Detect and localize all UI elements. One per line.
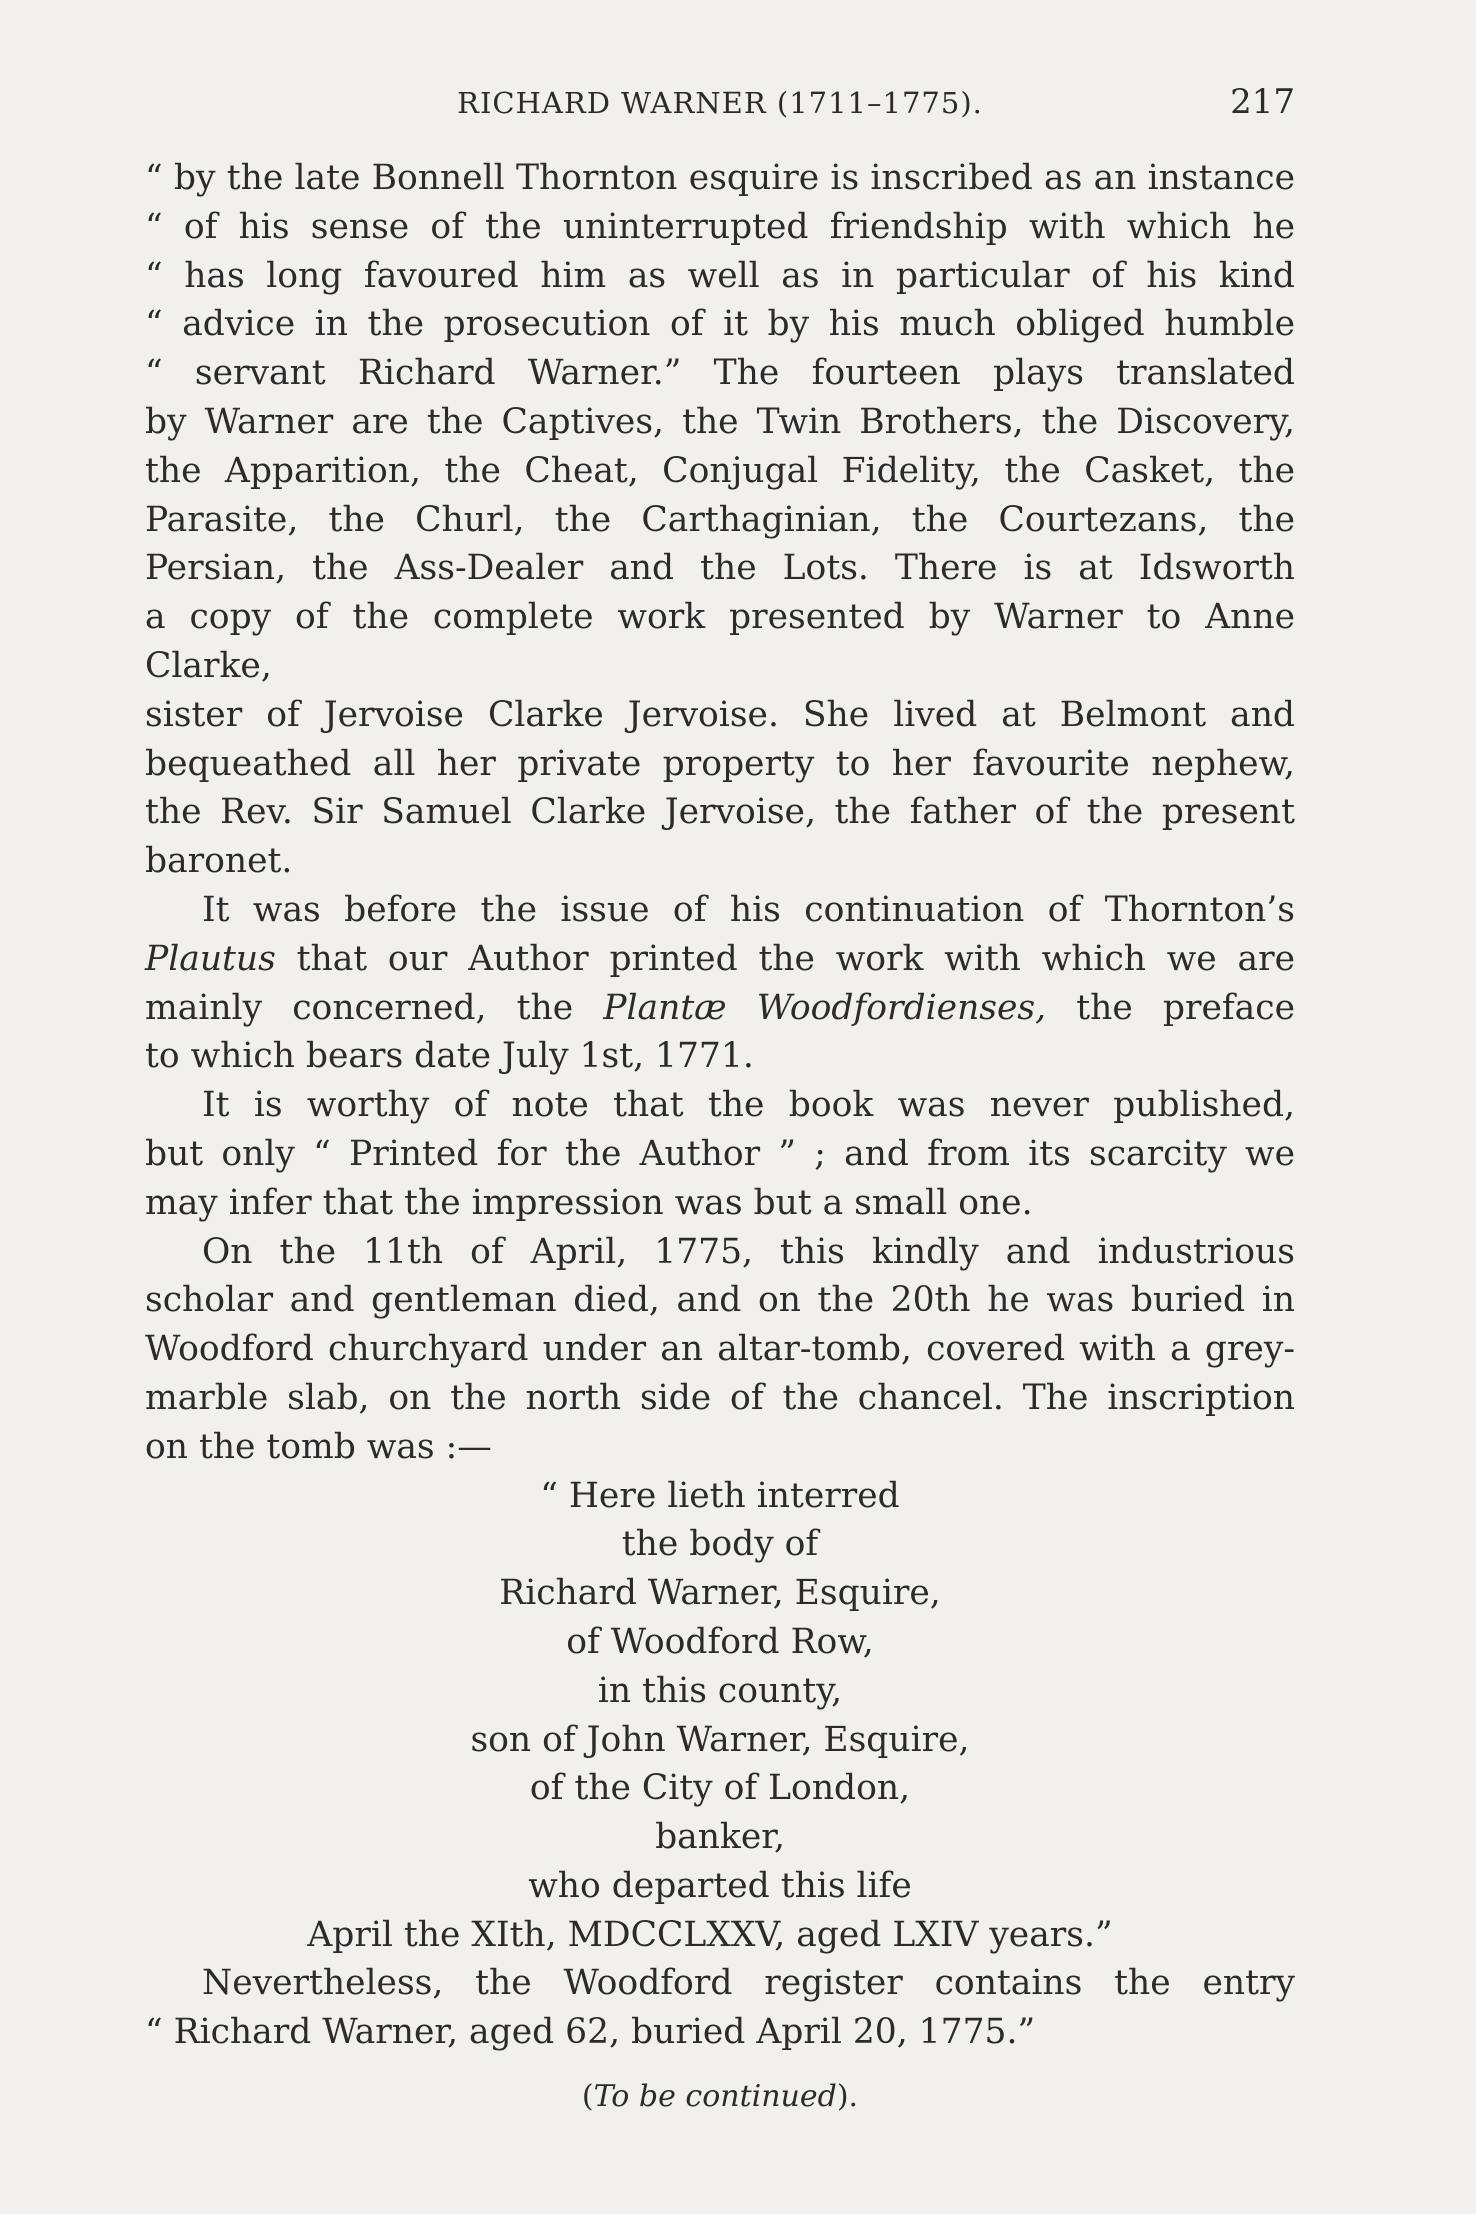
text-line: but only “ Printed for the Author ” ; and from its scarcity we [145,1133,1295,1174]
text-line: may infer that the impression was but a small one. [145,1182,1033,1223]
italic-title-plantae: Plantæ Woodfordienses, [603,987,1047,1028]
paren-close: ). [836,2079,859,2115]
text-line [145,935,1295,984]
text-line [145,984,1295,1033]
text-line: a copy of the complete work presented by Warner to Anne Clarke, [145,597,1295,686]
italic-title-plautus: Plautus [145,938,276,979]
text-line: “ has long favoured him as well as in particular of his kind [145,255,1295,296]
inscription-line: banker, [655,1817,785,1858]
text-line: to which bears date July 1st, 1771. [145,1036,754,1077]
inscription-line: Richard Warner, Esquire, [499,1573,941,1614]
text-line: on the tomb was :— [145,1426,492,1467]
paragraph-register [145,1959,1295,2057]
paragraph-death [145,1228,1295,1472]
inscription-line: son of John Warner, Esquire, [470,1719,970,1760]
text-line: Woodford churchyard under an altar-tomb, covered with a grey- [145,1329,1295,1370]
book-page [145,72,1295,2114]
inscription-line: “ Here lieth interred [540,1475,900,1516]
text-line: scholar and gentleman died, and on the 20th he was buried in [145,1280,1295,1321]
text-line: It is worthy of note that the book was never published, [202,1085,1295,1126]
text-line: baronet. [145,841,293,882]
paragraph-plantae [145,886,1295,1081]
paren-open: ( [581,2079,594,2115]
text-line: It was before the issue of his continuation of Thornton’s [202,889,1295,930]
text-line: “ servant Richard Warner.” The fourteen plays translated [145,353,1295,394]
text-run: mainly concerned, the [145,987,604,1028]
continued-text: To be continued [593,2079,837,2115]
text-run: the preface [1046,987,1295,1028]
text-line: On the 11th of April, 1775, this kindly and industrious [202,1231,1295,1272]
text-line: “ advice in the prosecution of it by his much obliged humble [145,304,1295,345]
text-line: “ of his sense of the uninterrupted friendship with which he [145,206,1295,247]
paragraph-published [145,1081,1295,1227]
inscription-line: in this county, [597,1670,843,1711]
inscription-line: who departed this life [528,1865,912,1906]
to-be-continued [145,2079,1295,2114]
page-number: 217 [1230,82,1295,122]
text-line: the Rev. Sir Samuel Clarke Jervoise, the father of the present [145,792,1295,833]
running-head [145,72,1295,142]
running-title: RICHARD WARNER (1711–1775). [457,86,983,120]
inscription-line: the body of [621,1524,819,1565]
text-line: bequeathed all her private property to her favourite nephew, [145,743,1295,784]
text-line: Parasite, the Churl, the Carthaginian, the Courtezans, the [145,499,1295,540]
text-run: that our Author printed the work with which we are [275,938,1295,979]
paragraph-continuation [145,154,1295,886]
inscription-line: April the XIth, MDCCLXXV, aged LXIV years.” [307,1914,1113,1955]
text-line: sister of Jervoise Clarke Jervoise. She lived at Belmont and [145,694,1295,735]
text-line: Persian, the Ass-Dealer and the Lots. There is at Idsworth [145,548,1295,589]
text-line: “ Richard Warner, aged 62, buried April 20, 1775.” [145,2012,1036,2053]
tomb-inscription [145,1472,1295,1960]
text-line: by Warner are the Captives, the Twin Brothers, the Discovery, [145,401,1295,442]
text-line: marble slab, on the north side of the chancel. The inscription [145,1377,1295,1418]
inscription-line: of Woodford Row, [566,1621,874,1662]
text-line: Nevertheless, the Woodford register contains the entry [202,1963,1295,2004]
text-line: the Apparition, the Cheat, Conjugal Fidelity, the Casket, the [145,450,1295,491]
inscription-line: of the City of London, [529,1768,911,1809]
text-line: “ by the late Bonnell Thornton esquire is inscribed as an instance [145,158,1295,198]
